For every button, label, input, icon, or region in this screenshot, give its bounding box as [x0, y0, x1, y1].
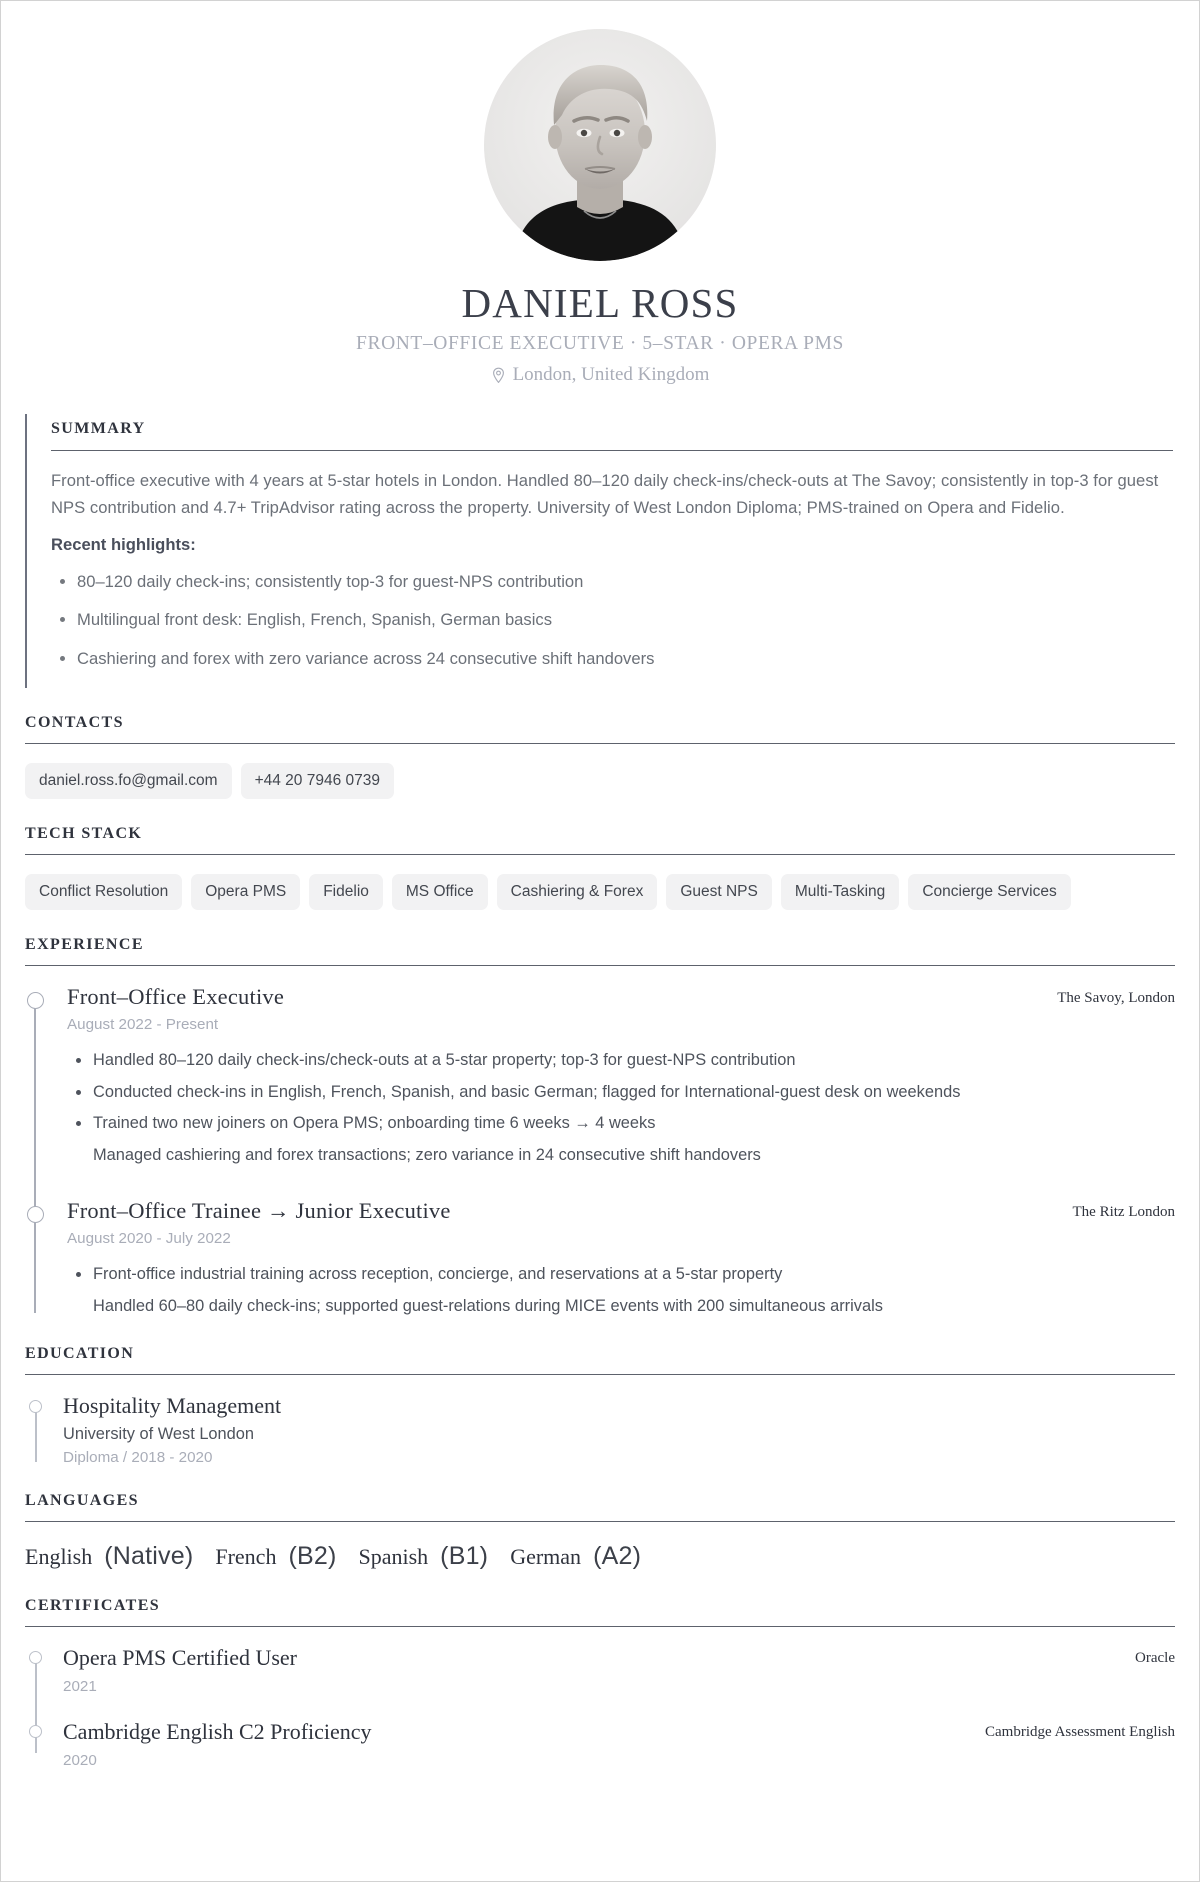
language-level: (B2) — [288, 1541, 337, 1570]
degree-title: Hospitality Management — [63, 1392, 282, 1418]
language-level: (A2) — [593, 1541, 642, 1570]
languages-heading: LANGUAGES — [25, 1491, 139, 1509]
education-timeline — [25, 1393, 1175, 1466]
certificate-name: Cambridge English C2 Proficiency — [63, 1718, 372, 1744]
certificate-item-header — [63, 1645, 1175, 1671]
certificate-year: 2020 — [63, 1751, 97, 1769]
language-name: Spanish — [358, 1543, 429, 1569]
divider — [25, 1374, 1175, 1375]
location — [25, 364, 1175, 386]
certificate-issuer: Cambridge Assessment English — [985, 1723, 1175, 1740]
skill-chip[interactable]: Conflict Resolution — [25, 874, 182, 910]
summary-highlights-list — [51, 569, 1175, 672]
divider — [25, 1626, 1175, 1627]
skill-chip[interactable]: Opera PMS — [191, 874, 300, 910]
language-name: English — [25, 1543, 93, 1569]
list-item: Managed cashiering and forex transactions; zero variance in 24 consecutive shift handovers — [93, 1146, 761, 1165]
experience-item-header — [67, 984, 1175, 1010]
certificates-heading: CERTIFICATES — [25, 1596, 161, 1614]
headline: FRONT–OFFICE EXECUTIVE · 5–STAR · OPERA PMS — [356, 333, 844, 354]
divider — [25, 965, 1175, 966]
experience-item-header — [67, 1198, 1175, 1224]
certificates-section — [25, 1597, 1175, 1769]
experience-item — [67, 984, 1175, 1168]
list-item: 80–120 daily check-ins; consistently top-3 for guest-NPS contribution — [77, 569, 1175, 595]
language-name: French — [215, 1543, 277, 1569]
skill-chip[interactable]: Concierge Services — [908, 874, 1070, 910]
resume-header — [25, 1, 1175, 386]
list-item: Multilingual front desk: English, French, Spanish, German basics — [77, 607, 1175, 633]
summary-body: Front-office executive with 4 years at 5-star hotels in London. Handled 80–120 daily check-ins/check-outs at The Savoy; consistently in top-3 for guest NPS contribution and 4.7+ TripAdvisor rating across the property. University of West London Diploma; PMS-trained on Opera and Fidelio. — [51, 471, 1159, 517]
certificate-item-header — [63, 1719, 1175, 1745]
list-item: Handled 60–80 daily check-ins; supported guest-relations during MICE events with 200 simultaneous arrivals — [93, 1296, 883, 1315]
contacts-heading: CONTACTS — [25, 713, 124, 731]
summary-section — [25, 414, 1175, 688]
experience-timeline — [25, 984, 1175, 1319]
languages-list — [25, 1542, 1175, 1571]
job-dates: August 2020 - July 2022 — [67, 1230, 231, 1248]
languages-section — [25, 1492, 1175, 1571]
divider — [25, 1521, 1175, 1522]
degree-meta: Diploma / 2018 - 2020 — [63, 1448, 213, 1466]
timeline-dot-icon — [27, 992, 44, 1009]
tech-stack-section — [25, 825, 1175, 910]
language-level: (B1) — [440, 1541, 489, 1570]
tech-stack-heading: TECH STACK — [25, 824, 143, 842]
timeline-dot-icon — [29, 1725, 42, 1738]
skill-chip[interactable]: Fidelio — [309, 874, 383, 910]
school-name: University of West London — [63, 1424, 255, 1443]
certificate-year: 2021 — [63, 1677, 97, 1695]
list-item: Front-office industrial training across reception, concierge, and reservations at a 5-star property — [93, 1263, 1175, 1287]
experience-heading: EXPERIENCE — [25, 935, 144, 953]
map-pin-icon — [491, 367, 506, 384]
timeline-dot-icon — [29, 1651, 42, 1664]
summary-heading: SUMMARY — [51, 420, 146, 437]
timeline-line — [35, 1655, 37, 1753]
timeline-line — [35, 1405, 37, 1462]
education-item — [63, 1393, 1175, 1466]
list-item: Trained two new joiners on Opera PMS; onboarding time 6 weeks → 4 weeks — [93, 1112, 1175, 1136]
experience-item — [67, 1198, 1175, 1319]
list-item: Cashiering and forex with zero variance across 24 consecutive shift handovers — [77, 646, 1175, 672]
skill-chip[interactable]: Multi-Tasking — [781, 874, 899, 910]
tech-stack-list — [25, 874, 1175, 910]
certificates-timeline — [25, 1645, 1175, 1769]
contacts-section — [25, 714, 1175, 799]
certificate-name: Opera PMS Certified User — [63, 1644, 298, 1670]
skill-chip[interactable]: MS Office — [392, 874, 488, 910]
certificate-item — [63, 1645, 1175, 1695]
job-title: Front–Office Trainee → Junior Executive — [67, 1198, 451, 1224]
education-heading: EDUCATION — [25, 1344, 135, 1362]
certificate-issuer: Oracle — [1135, 1649, 1175, 1666]
contact-email-chip[interactable]: daniel.ross.fo@gmail.com — [25, 763, 232, 799]
avatar-photo — [484, 29, 716, 261]
job-title: Front–Office Executive — [67, 983, 285, 1009]
divider — [25, 743, 1175, 744]
skill-chip[interactable]: Cashiering & Forex — [497, 874, 658, 910]
education-section — [25, 1345, 1175, 1466]
contact-phone-chip[interactable]: +44 20 7946 0739 — [241, 763, 394, 799]
timeline-line — [34, 996, 36, 1313]
job-bullet-list — [67, 1049, 1175, 1168]
page-title: DANIEL ROSS — [461, 280, 739, 326]
job-company: The Ritz London — [1072, 1204, 1175, 1221]
location-text: London, United Kingdom — [512, 364, 710, 385]
language-name: German — [510, 1543, 582, 1569]
job-dates: August 2022 - Present — [67, 1015, 219, 1033]
highlights-label: Recent highlights: — [51, 534, 196, 554]
timeline-dot-icon — [29, 1400, 42, 1413]
list-item: Handled 80–120 daily check-ins/check-outs at a 5-star property; top-3 for guest-NPS contribution — [93, 1049, 1175, 1073]
skill-chip[interactable]: Guest NPS — [666, 874, 772, 910]
job-bullet-list — [67, 1263, 1175, 1319]
contacts-list — [25, 763, 1175, 799]
language-level: (Native) — [104, 1541, 194, 1570]
timeline-dot-icon — [27, 1206, 44, 1223]
experience-section — [25, 936, 1175, 1319]
avatar — [484, 29, 716, 261]
divider — [25, 854, 1175, 855]
certificate-item — [63, 1719, 1175, 1769]
divider — [51, 450, 1173, 451]
list-item: Conducted check-ins in English, French, Spanish, and basic German; flagged for International-guest desk on weekends — [93, 1081, 1175, 1105]
job-company: The Savoy, London — [1057, 989, 1175, 1006]
